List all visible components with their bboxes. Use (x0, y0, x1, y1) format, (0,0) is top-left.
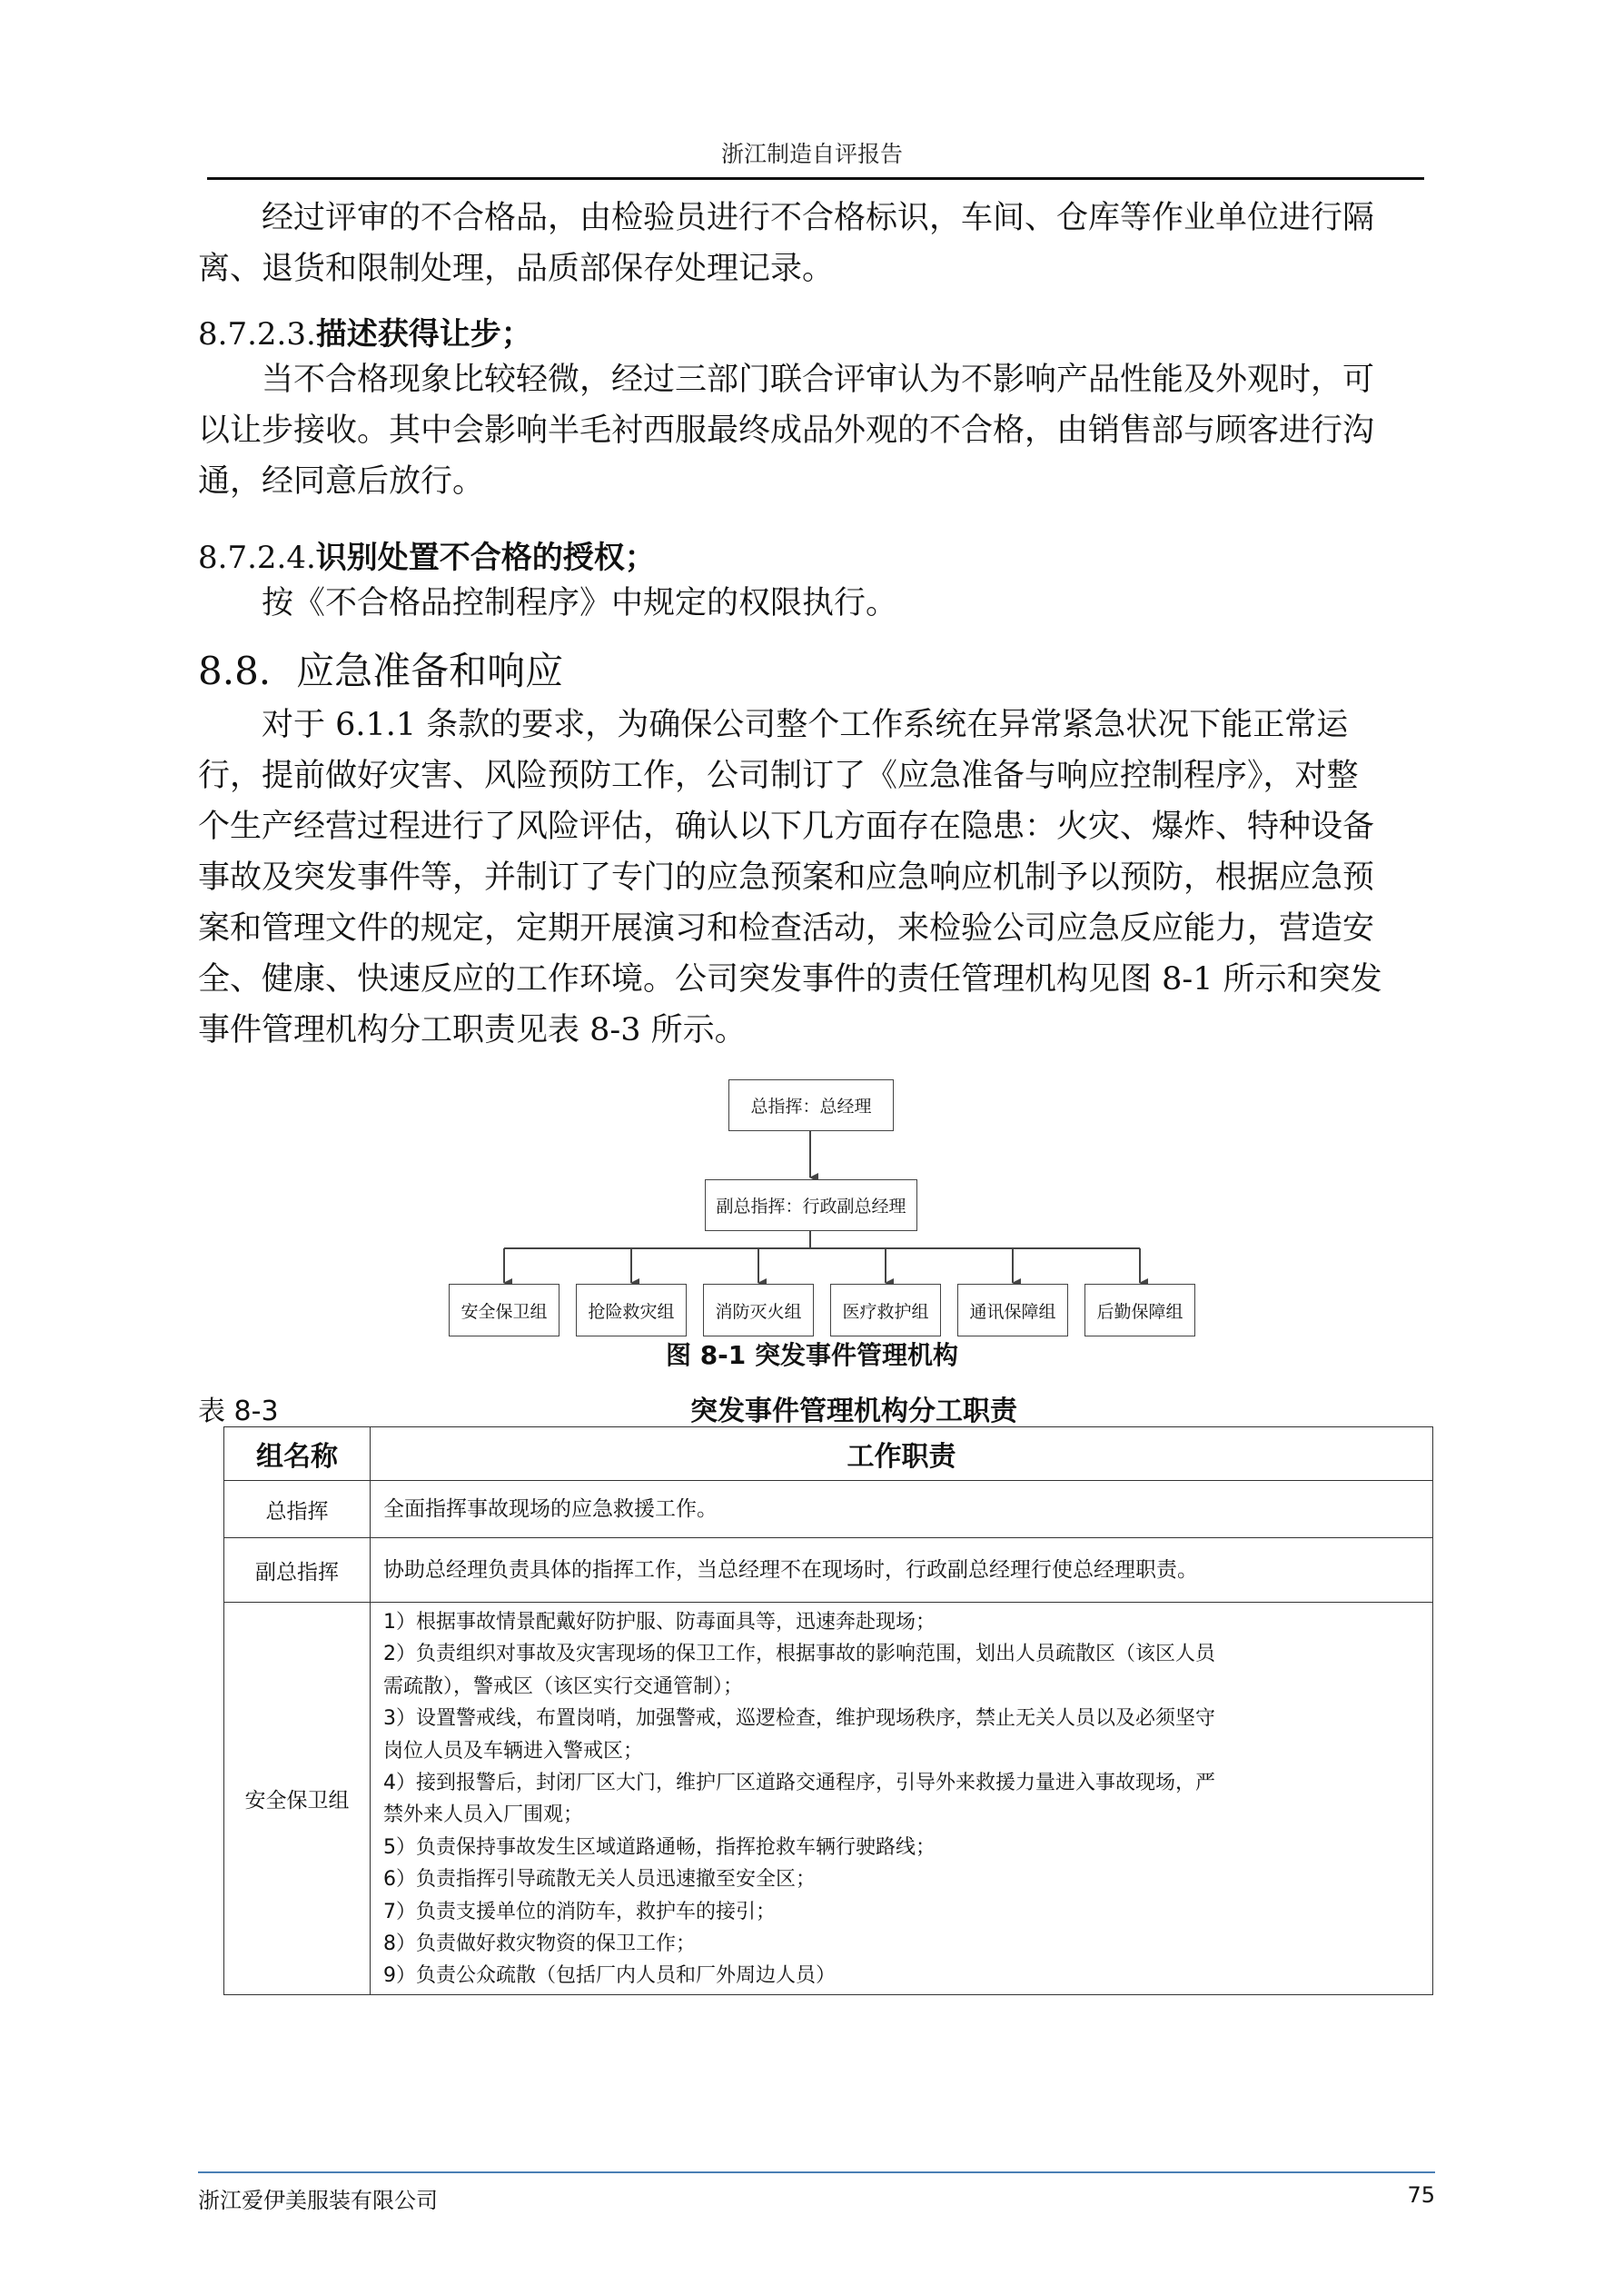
duty-item: 3）设置警戒线，布置岗哨，加强警戒，巡逻检查，维护现场秩序，禁止无关人员以及必须坚守 (383, 1707, 1216, 1731)
duty-cell: 全面指挥事故现场的应急救援工作。 (371, 1481, 1433, 1538)
text-line: 当不合格现象比较轻微，经过三部门联合评审认为不影响产品性能及外观时，可 (262, 362, 1375, 398)
duty-item: 9）负责公众疏散（包括厂内人员和厂外周边人员） (383, 1964, 836, 1988)
section-title: 应急准备和响应 (296, 649, 564, 693)
org-node-group: 医疗救护组 (830, 1284, 941, 1336)
table-row (224, 1603, 1433, 1995)
text-line: 个生产经营过程进行了风险评估，确认以下几方面存在隐患：火灾、爆炸、特种设备 (198, 809, 1375, 845)
table-header-row (224, 1427, 1433, 1481)
duty-item: 需疏散），警戒区（该区实行交通管制）； (383, 1674, 744, 1698)
duty-item: 2）负责组织对事故及灾害现场的保卫工作，根据事故的影响范围，划出人员疏散区（该区人员 (383, 1643, 1216, 1666)
table-number: 表 8-3 (198, 1396, 279, 1427)
table-row (224, 1538, 1433, 1603)
group-name-cell: 总指挥 (224, 1481, 371, 1538)
text-line: 通，经同意后放行。 (198, 463, 485, 500)
org-node-commander: 总指挥：总经理 (728, 1079, 894, 1131)
duty-item: 4）接到报警后，封闭厂区大门，维护厂区道路交通程序，引导外来救援力量进入事故现场，严 (383, 1772, 1216, 1795)
org-node-group: 通讯保障组 (957, 1284, 1068, 1336)
duty-item: 岗位人员及车辆进入警戒区； (383, 1739, 644, 1763)
duty-table (223, 1426, 1433, 1995)
org-node-group: 消防灭火组 (703, 1284, 814, 1336)
duty-item: 8）负责做好救灾物资的保卫工作； (383, 1932, 696, 1956)
footer-divider (198, 2171, 1435, 2173)
text-line: 经过评审的不合格品，由检验员进行不合格标识，车间、仓库等作业单位进行隔 (262, 200, 1375, 236)
column-header-group-name: 组名称 (224, 1427, 371, 1481)
duty-item: 禁外来人员入厂围观； (383, 1803, 584, 1827)
org-node-group: 抢险救灾组 (576, 1284, 687, 1336)
duty-item: 1）根据事故情景配戴好防护服、防毒面具等，迅速奔赴现场； (383, 1611, 936, 1634)
duty-cell (371, 1603, 1433, 1995)
section-number: 8.7.2.4. (198, 540, 316, 576)
duty-item: 5）负责保持事故发生区域道路通畅，指挥抢救车辆行驶路线； (383, 1835, 936, 1859)
text-line: 以让步接收。其中会影响半毛衬西服最终成品外观的不合格，由销售部与顾客进行沟 (198, 412, 1375, 449)
section-number: 8.8. (198, 649, 272, 693)
text-line: 对于 6.1.1 条款的要求，为确保公司整个工作系统在异常紧急状况下能正常运 (262, 707, 1349, 743)
org-node-group: 后勤保障组 (1084, 1284, 1195, 1336)
table-row (224, 1481, 1433, 1538)
text-line: 事件管理机构分工职责见表 8-3 所示。 (198, 1012, 747, 1048)
org-node-group: 安全保卫组 (449, 1284, 559, 1336)
table-title: 突发事件管理机构分工职责 (690, 1396, 1017, 1427)
group-name-cell: 副总指挥 (224, 1538, 371, 1603)
page-number: 75 (1407, 2182, 1435, 2208)
section-number: 8.7.2.3. (198, 316, 316, 353)
section-title: 识别处置不合格的授权； (315, 540, 656, 576)
section-title: 描述获得让步； (315, 316, 532, 353)
text-line: 全、健康、快速反应的工作环境。公司突发事件的责任管理机构见图 8-1 所示和突发 (198, 961, 1382, 998)
duty-item: 6）负责指挥引导疏散无关人员迅速撤至安全区； (383, 1868, 816, 1892)
text-line: 事故及突发事件等，并制订了专门的应急预案和应急响应机制予以预防，根据应急预 (198, 859, 1375, 896)
group-name-cell: 安全保卫组 (224, 1603, 371, 1995)
duty-item: 7）负责支援单位的消防车，救护车的接引； (383, 1900, 776, 1923)
column-header-duty: 工作职责 (371, 1427, 1433, 1481)
figure-caption: 图 8-1 突发事件管理机构 (665, 1340, 959, 1370)
text-line: 离、退货和限制处理，品质部保存处理记录。 (198, 251, 835, 287)
text-line: 案和管理文件的规定，定期开展演习和检查活动，来检验公司应急反应能力，营造安 (198, 910, 1375, 947)
footer-company-name: 浙江爱伊美服装有限公司 (198, 2188, 438, 2213)
text-line: 行，提前做好灾害、风险预防工作，公司制订了《应急准备与响应控制程序》，对整 (198, 758, 1359, 794)
duty-cell: 协助总经理负责具体的指挥工作，当总经理不在现场时，行政副总经理行使总经理职责。 (371, 1538, 1433, 1603)
text-line: 按《不合格品控制程序》中规定的权限执行。 (262, 585, 898, 621)
org-node-deputy-commander: 副总指挥：行政副总经理 (705, 1179, 917, 1231)
page-header-title: 浙江制造自评报告 (720, 141, 903, 167)
